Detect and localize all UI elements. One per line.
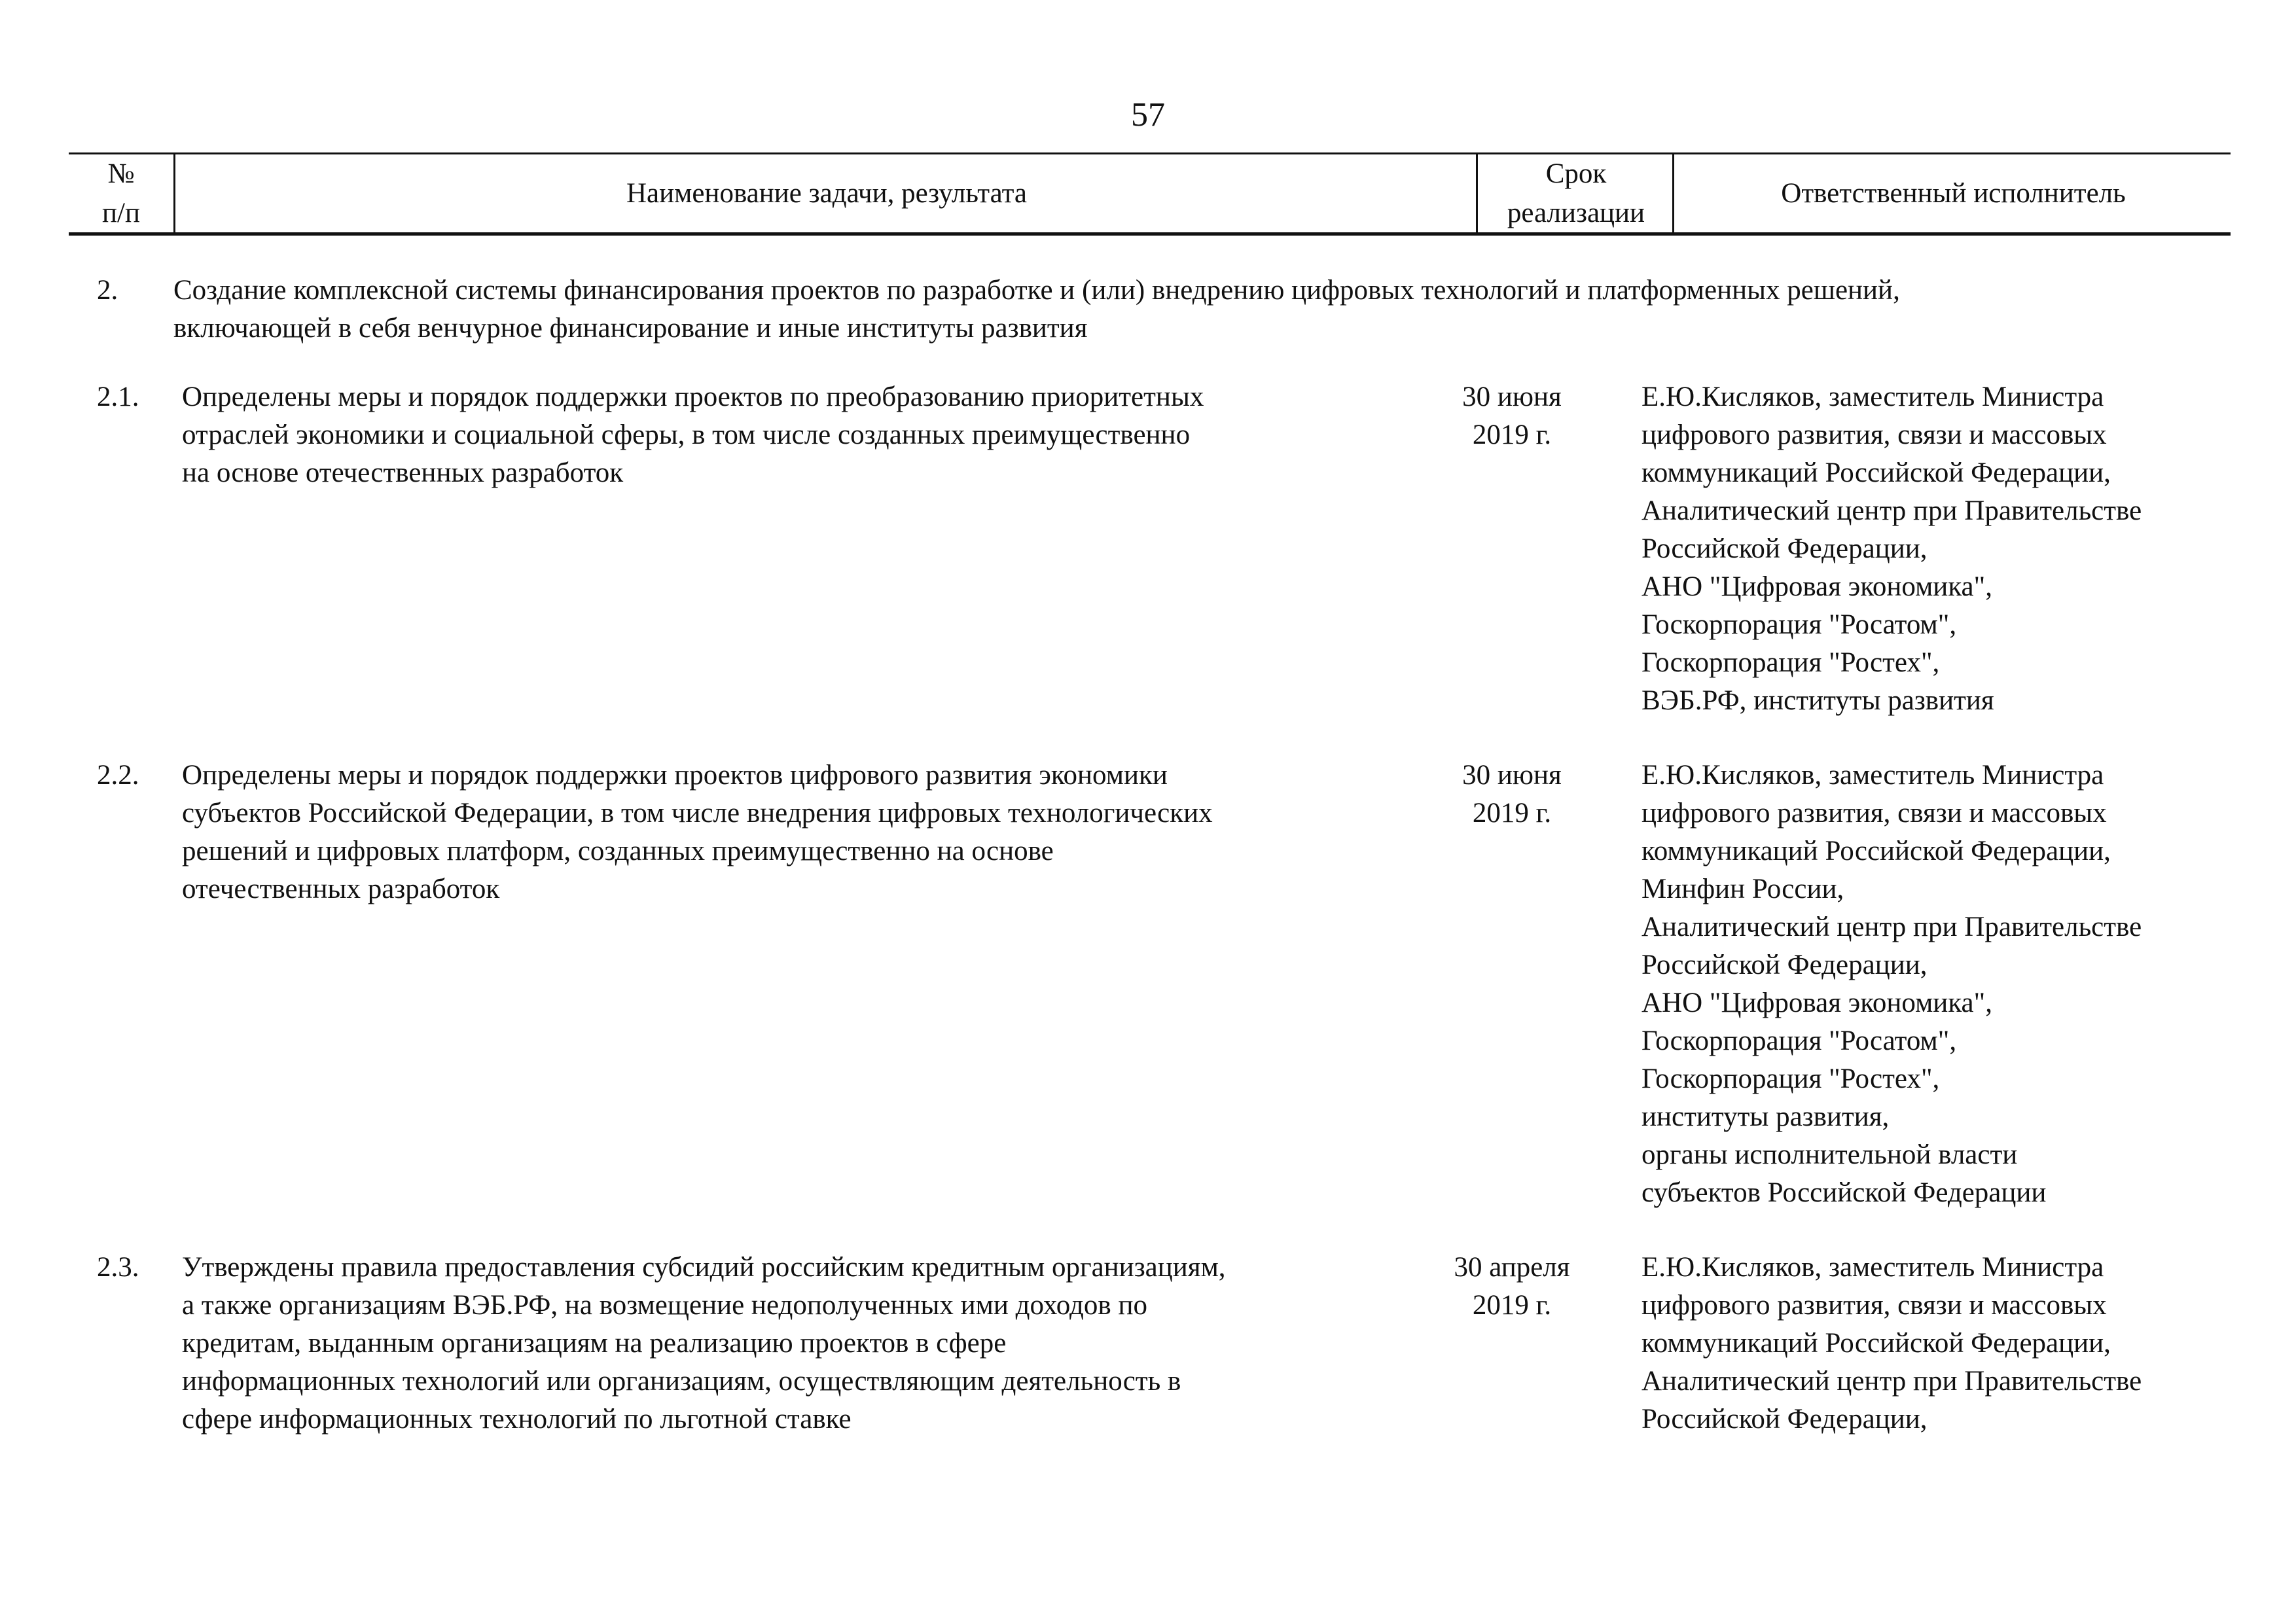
responsible-line: коммуникаций Российской Федерации, — [1641, 836, 2111, 866]
responsible-line: цифрового развития, связи и массовых — [1641, 798, 2107, 829]
row-responsible — [1641, 1249, 2231, 1438]
responsible-line: Е.Ю.Кисляков, заместитель Министра — [1641, 760, 2104, 791]
responsible-line: Госкорпорация "Ростех", — [1641, 647, 1940, 678]
responsible-line: Российской Федерации, — [1641, 1404, 1928, 1435]
header-number-label-line2: п/п — [102, 197, 140, 228]
row-responsible — [1641, 757, 2231, 1212]
responsible-line: Е.Ю.Кисляков, заместитель Министра — [1641, 382, 2104, 412]
task-line: сфере информационных технологий по льготной ставке — [182, 1404, 852, 1435]
term-line: 2019 г. — [1472, 798, 1552, 829]
section-title-line: Создание комплексной системы финансирования проектов по разработке и (или) внедрению цифровых технологий и платформенных решений, — [173, 275, 1900, 306]
responsible-line: Госкорпорация "Росатом", — [1641, 1026, 1957, 1056]
task-line: Утверждены правила предоставления субсидий российским кредитным организациям, — [182, 1252, 1226, 1283]
responsible-line: органы исполнительной власти — [1641, 1139, 2018, 1170]
header-term-cell — [1476, 154, 1674, 232]
row-term — [1414, 757, 1610, 832]
task-line: Определены меры и порядок поддержки проектов по преобразованию приоритетных — [182, 382, 1204, 412]
responsible-line: коммуникаций Российской Федерации, — [1641, 457, 2111, 488]
responsible-line: субъектов Российской Федерации — [1641, 1177, 2047, 1208]
row-task — [182, 1249, 1412, 1438]
header-responsible-cell — [1672, 154, 2233, 232]
task-line: отечественных разработок — [182, 874, 500, 904]
row-term — [1414, 1249, 1610, 1325]
term-line: 30 июня — [1462, 382, 1562, 412]
task-line: решений и цифровых платформ, созданных преимущественно на основе — [182, 836, 1054, 866]
task-line: информационных технологий или организациям, осуществляющим деятельность в — [182, 1366, 1181, 1397]
responsible-line: АНО "Цифровая экономика", — [1641, 571, 1992, 602]
responsible-line: Е.Ю.Кисляков, заместитель Министра — [1641, 1252, 2104, 1283]
responsible-line: Аналитический центр при Правительстве — [1641, 1366, 2142, 1397]
table-header — [69, 152, 2231, 236]
header-number-label-line1: № — [107, 158, 135, 189]
task-line: Определены меры и порядок поддержки проектов цифрового развития экономики — [182, 760, 1168, 791]
responsible-line: институты развития, — [1641, 1101, 1890, 1132]
term-line: 2019 г. — [1472, 419, 1552, 450]
section-title-line: включающей в себя венчурное финансирование и иные институты развития — [173, 313, 1088, 344]
row-task — [182, 378, 1412, 492]
task-line: кредитам, выданным организациям на реализацию проектов в сфере — [182, 1328, 1007, 1359]
responsible-line: Госкорпорация "Ростех", — [1641, 1063, 1940, 1094]
row-task — [182, 757, 1412, 908]
header-name-label: Наименование задачи, результата — [626, 177, 1027, 209]
responsible-line: цифрового развития, связи и массовых — [1641, 1290, 2107, 1321]
row-number: 2.3. — [97, 1252, 139, 1283]
responsible-line: Аналитический центр при Правительстве — [1641, 912, 2142, 942]
term-line: 2019 г. — [1472, 1290, 1552, 1321]
responsible-line: АНО "Цифровая экономика", — [1641, 988, 1992, 1018]
responsible-line: цифрового развития, связи и массовых — [1641, 419, 2107, 450]
row-number: 2.2. — [97, 760, 139, 791]
responsible-line: Госкорпорация "Росатом", — [1641, 609, 1957, 640]
section-title — [173, 272, 2215, 348]
term-line: 30 апреля — [1454, 1252, 1570, 1283]
row-responsible — [1641, 378, 2231, 720]
term-line: 30 июня — [1462, 760, 1562, 791]
header-name-cell — [173, 154, 1478, 232]
responsible-line: Российской Федерации, — [1641, 533, 1928, 564]
responsible-line: ВЭБ.РФ, институты развития — [1641, 685, 1994, 716]
responsible-line: Минфин России, — [1641, 874, 1844, 904]
row-number: 2.1. — [97, 382, 139, 412]
task-line: субъектов Российской Федерации, в том числе внедрения цифровых технологических — [182, 798, 1213, 829]
header-number-cell — [69, 154, 173, 232]
responsible-line: коммуникаций Российской Федерации, — [1641, 1328, 2111, 1359]
task-line: на основе отечественных разработок — [182, 457, 624, 488]
header-term-label-line2: реализации — [1507, 197, 1645, 228]
responsible-line: Аналитический центр при Правительстве — [1641, 495, 2142, 526]
task-line: а также организациям ВЭБ.РФ, на возмещение недополученных ими доходов по — [182, 1290, 1147, 1321]
page-number: 57 — [1131, 96, 1165, 134]
responsible-line: Российской Федерации, — [1641, 950, 1928, 980]
header-term-label-line1: Срок — [1545, 158, 1607, 189]
header-responsible-label: Ответственный исполнитель — [1781, 177, 2126, 209]
row-term — [1414, 378, 1610, 454]
section-number: 2. — [97, 275, 118, 306]
task-line: отраслей экономики и социальной сферы, в том числе созданных преимущественно — [182, 419, 1191, 450]
